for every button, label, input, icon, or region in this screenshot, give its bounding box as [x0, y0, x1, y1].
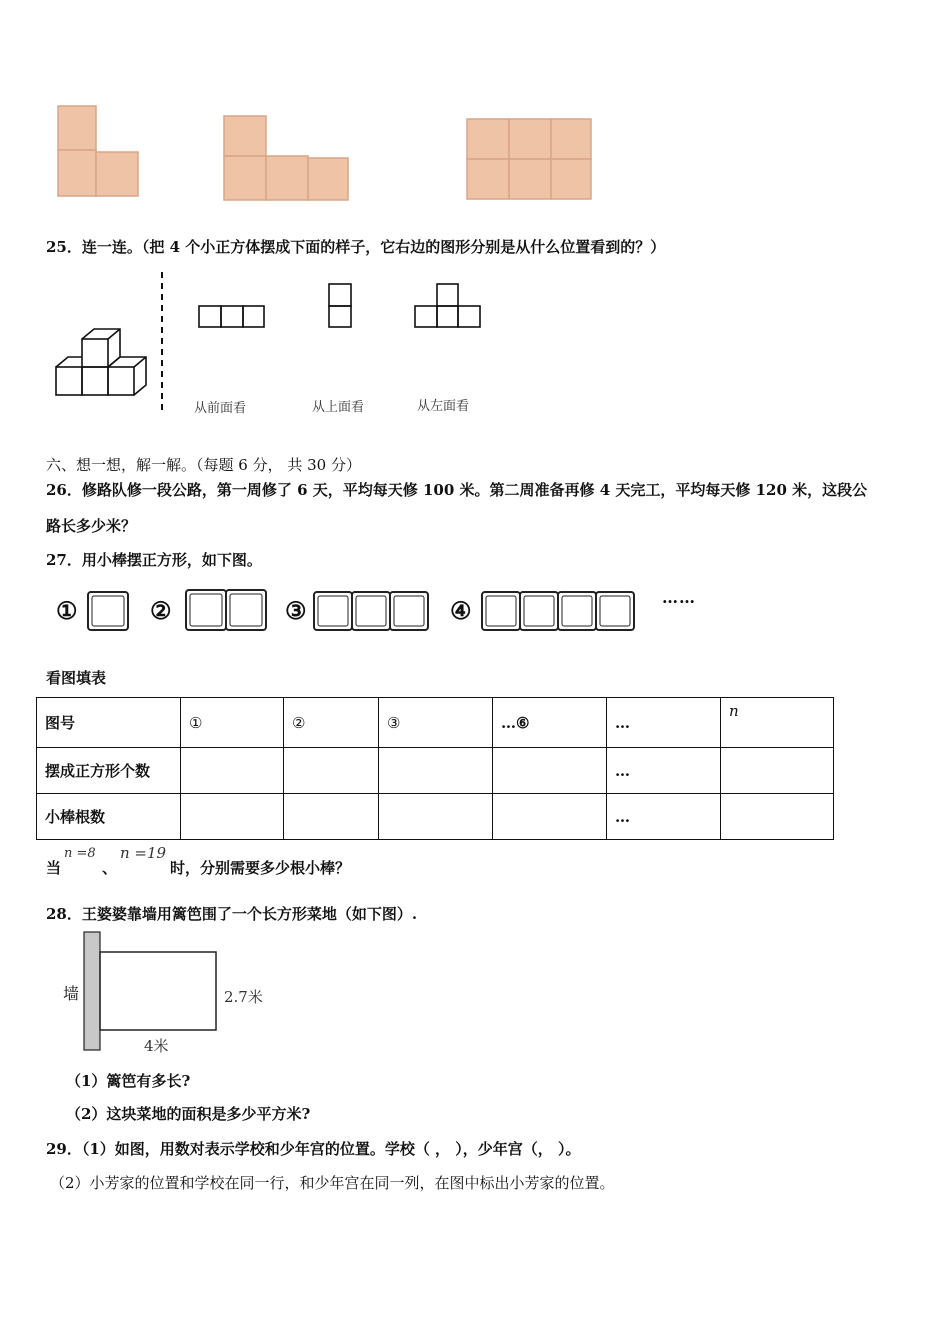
view3-r2c3 — [551, 159, 591, 199]
figure-label-3: ③ — [285, 596, 307, 625]
height-label: 2.7米 — [224, 988, 263, 1006]
fill-in-table — [36, 697, 834, 840]
view3-r2c2 — [509, 159, 551, 199]
caption-left-view: 从左面看 — [417, 399, 470, 414]
view1-top-square — [58, 106, 96, 150]
table-cell: …⑥ — [493, 698, 607, 748]
table-cell: ① — [181, 698, 284, 748]
table-cell[interactable] — [284, 748, 379, 794]
table-row — [37, 794, 834, 840]
table-title: 看图填表 — [46, 669, 107, 687]
q26-line1: 26．修路队修一段公路，第一周修了 6 天，平均每天修 100 米。第二周准备再修 4 天完工，平均每天修 120 米，这段公 — [46, 481, 868, 499]
table-cell[interactable] — [721, 794, 834, 840]
view2-top-square — [224, 116, 266, 156]
view2-bottom-3 — [308, 158, 348, 200]
q27-n1: n =8 — [64, 846, 96, 861]
q27-question-prefix: 当 — [46, 859, 62, 877]
q28-sub2: （2）这块菜地的面积是多少平方米? — [66, 1105, 311, 1123]
view3-r1c2 — [509, 119, 551, 159]
figure-label-4: ④ — [450, 596, 472, 625]
view3-r1c1 — [467, 119, 509, 159]
table-cell[interactable] — [493, 748, 607, 794]
q29-line1: 29．（1）如图，用数对表示学校和少年宫的位置。学校（ ， ），少年宫（， ）。 — [46, 1140, 581, 1158]
table-row — [37, 748, 834, 794]
table-cell[interactable] — [181, 748, 284, 794]
table-cell: … — [607, 748, 721, 794]
table-cell: … — [607, 698, 721, 748]
stick-squares-figure — [80, 586, 640, 636]
caption-top-view: 从上面看 — [312, 400, 365, 415]
table-cell[interactable] — [181, 794, 284, 840]
table-cell: 图号 — [37, 698, 181, 748]
table-cell: 小棒根数 — [37, 794, 181, 840]
view2-bottom-2 — [266, 156, 308, 200]
wall-label: 墙 — [63, 984, 80, 1003]
shaded-views-figure — [50, 100, 610, 210]
caption-front-view: 从前面看 — [194, 401, 247, 416]
q29-line2: （2）小芳家的位置和学校在同一行，和少年宫在同一列，在图中标出小芳家的位置。 — [50, 1174, 615, 1192]
view1-bottom-right-square — [96, 152, 138, 196]
q27-n2: n =19 — [120, 844, 167, 862]
view3-r2c1 — [467, 159, 509, 199]
q26-line2: 路长多少米？ — [46, 517, 137, 535]
figure-label-1: ① — [56, 596, 78, 625]
q25-text: 25．连一连。（把 4 个小正方体摆成下面的样子，它右边的图形分别是从什么位置看到的？） — [46, 238, 666, 256]
table-cell: ③ — [379, 698, 493, 748]
table-row — [37, 698, 834, 748]
view3-r1c3 — [551, 119, 591, 159]
table-cell: n — [721, 698, 834, 748]
q27-text: 27．用小棒摆正方形，如下图。 — [46, 551, 262, 569]
q27-sep: 、 — [102, 859, 118, 877]
table-cell[interactable] — [379, 794, 493, 840]
table-cell[interactable] — [721, 748, 834, 794]
view1-bottom-left-square — [58, 150, 96, 196]
figure-label-2: ② — [150, 596, 172, 625]
table-cell: ② — [284, 698, 379, 748]
section6-heading: 六、想一想，解一解。（每题 6 分， 共 30 分） — [46, 456, 361, 474]
table-cell: 摆成正方形个数 — [37, 748, 181, 794]
table-cell[interactable] — [379, 748, 493, 794]
figure-ellipsis: …… — [662, 588, 696, 607]
table-cell: … — [607, 794, 721, 840]
table-cell[interactable] — [284, 794, 379, 840]
q27-question-suffix: 时，分别需要多少根小棒？ — [170, 859, 351, 877]
view2-bottom-1 — [224, 156, 266, 200]
q28-sub1: （1）篱笆有多长? — [66, 1072, 191, 1090]
q28-text: 28．王婆婆靠墙用篱笆围了一个长方形菜地（如下图）. — [46, 905, 418, 923]
table-cell[interactable] — [493, 794, 607, 840]
width-label: 4米 — [144, 1037, 169, 1055]
